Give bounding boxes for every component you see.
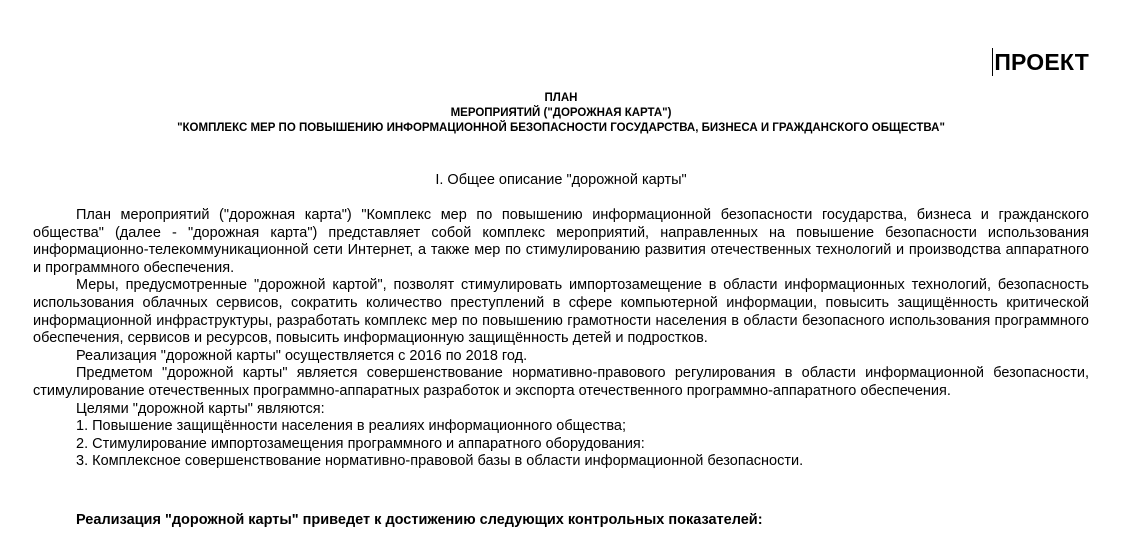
plan-header-line-1: ПЛАН: [544, 92, 578, 104]
summary-heading: Реализация "дорожной карты" приведет к достижению следующих контрольных показателей:: [76, 512, 763, 528]
paragraph-goals-intro: Целями "дорожной карты" являются:: [76, 400, 325, 417]
goal-item: 2. Стимулирование импортозамещения программного и аппаратного оборудования:: [76, 435, 645, 452]
paragraph-subject: Предметом "дорожной карты" является совершенствование нормативно-правового регулирования в области информационной безопасности, стимулирование отечественных программно-аппаратных разработок и экспорта отечественного программно-аппаратного обеспечения.: [33, 365, 1089, 399]
plan-header-line-3: "КОМПЛЕКС МЕР ПО ПОВЫШЕНИЮ ИНФОРМАЦИОННОЙ БЕЗОПАСНОСТИ ГОСУДАРСТВА, БИЗНЕСА И ГРАЖДАНСКОГО ОБЩЕСТВА": [177, 122, 945, 134]
paragraph-measures: Меры, предусмотренные "дорожной картой", позволят стимулировать импортозамещение в области информационных технологий, безопасность использования облачных сервисов, сократить количество преступлений в сфере компьютерной информации, повысить защищённость критической информационной инфраструктуры, разработать комплекс мер по повышению грамотности населения в области безопасного использования программного обеспечения, сервисов и ресурсов, повысить информационную защищённость детей и подростков.: [33, 277, 1089, 347]
plan-header-line-2: МЕРОПРИЯТИЙ ("ДОРОЖНАЯ КАРТА"): [450, 107, 672, 119]
document-body: [33, 207, 1089, 471]
section-title: I. Общее описание "дорожной карты": [435, 172, 687, 188]
goal-item: 3. Комплексное совершенствование нормативно-правовой базы в области информационной безопасности.: [76, 453, 804, 470]
project-label: ПРОЕКТ: [994, 49, 1089, 75]
paragraph-period: Реализация "дорожной карты" осуществляется с 2016 по 2018 год.: [76, 347, 528, 364]
paragraph-description: План мероприятий ("дорожная карта") "Комплекс мер по повышению информационной безопасности государства, бизнеса и гражданского общества" (далее - "дорожная карта") представляет собой комплекс мероприятий, направленных на повышение безопасности использования информационно-телекоммуникационной сети Интернет, а также мер по стимулированию развития отечественных технологий и производства аппаратного и программного обеспечения.: [33, 207, 1089, 276]
goal-item: 1. Повышение защищённости населения в реалиях информационного общества;: [76, 418, 627, 435]
plan-header: [33, 91, 1089, 136]
